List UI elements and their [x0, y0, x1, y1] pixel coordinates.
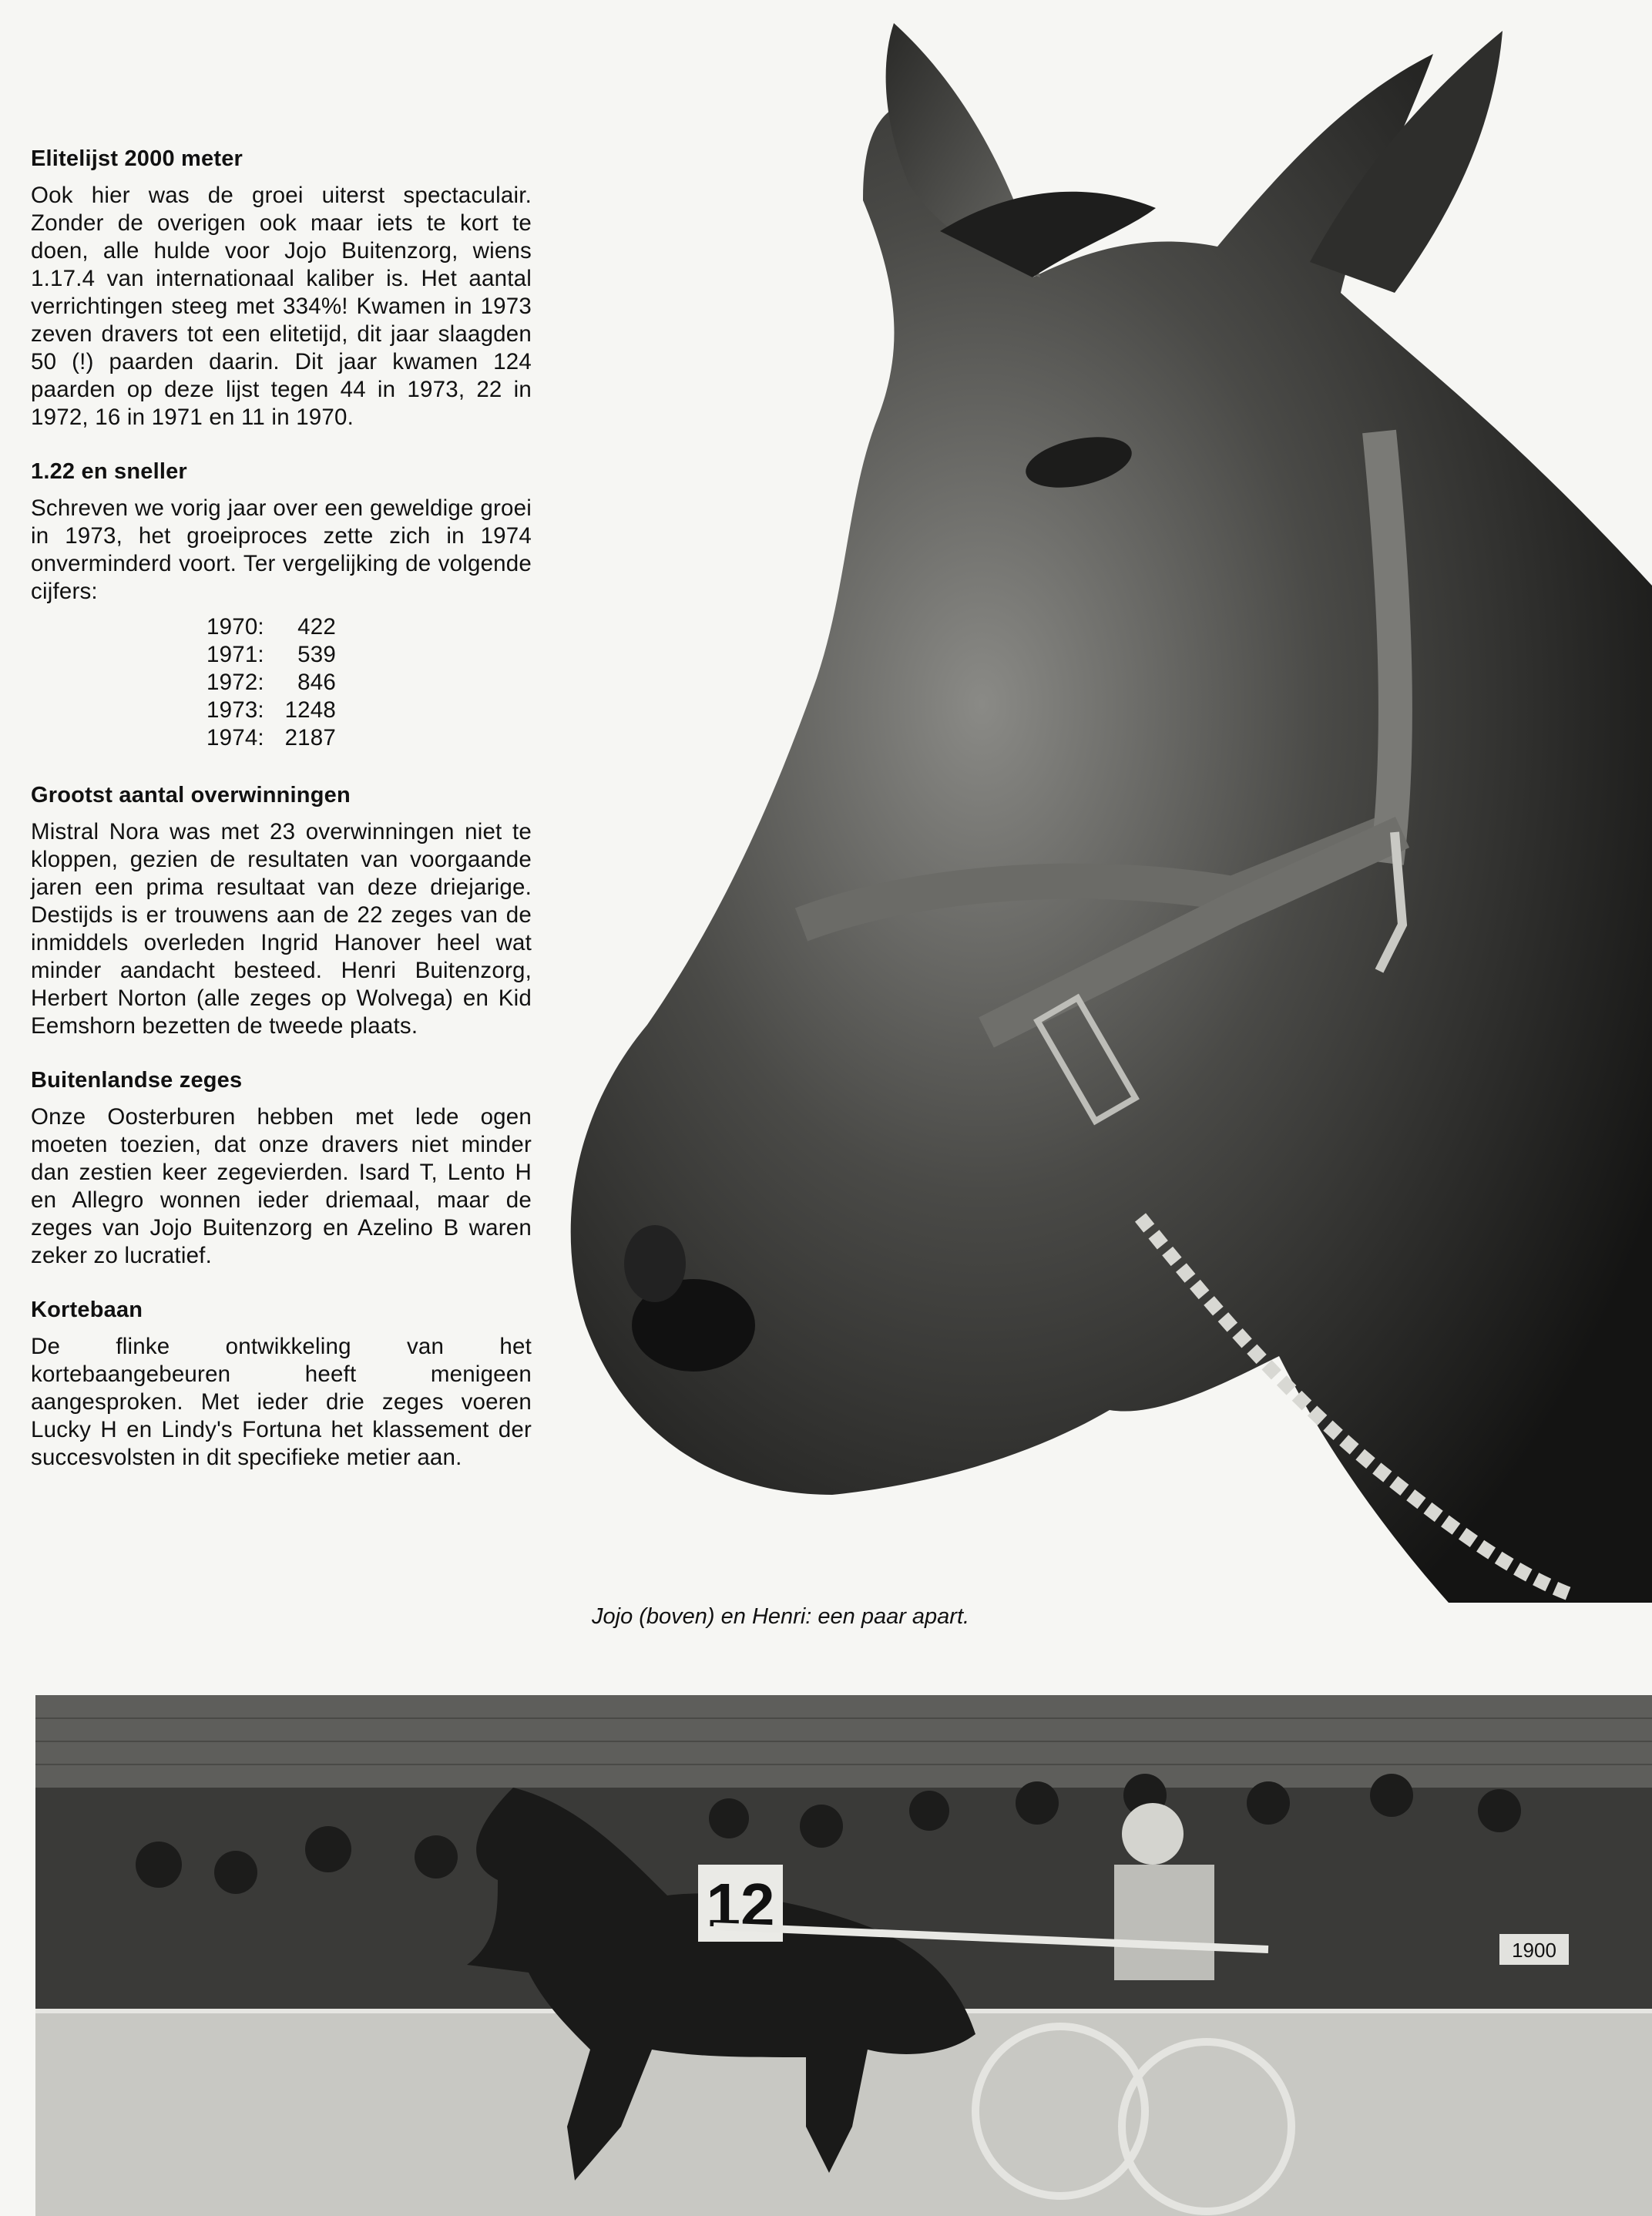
year-value: 422 [297, 614, 336, 640]
section-heading: Elitelijst 2000 meter [31, 146, 243, 171]
year-row [206, 613, 532, 641]
year: 1974: [206, 725, 264, 750]
section-text: Mistral Nora was met 23 overwinningen niet te kloppen, gezien de resultaten van voorgaande jaren een prima resultaat van deze driejarige. Destijds is er trouwens aan de 22 zeges van de inmiddels overleden Ingrid Hanover heel wat minder aandacht besteed. Henri Buitenzorg, Herbert Norton (alle zeges op Wolvega) en Kid Eemshorn bezetten de tweede plaats. [31, 819, 532, 1039]
year-value: 1248 [284, 697, 336, 723]
year: 1972: [206, 670, 264, 695]
year-row [206, 669, 532, 697]
year: 1973: [206, 697, 264, 723]
section-text: De flinke ontwikkeling van het kortebaangebeuren heeft menigeen aangesproken. Met ieder drie zeges voeren Lucky H en Lindy's Fortuna het klassement der succesvolsten in dit specifieke metier aan. [31, 1334, 532, 1470]
year-row [206, 724, 532, 752]
section-heading: 1.22 en sneller [31, 459, 187, 484]
saddle-number: 12 [706, 1871, 775, 1939]
article-column [31, 145, 532, 1498]
year: 1971: [206, 642, 264, 667]
trotter-race-photo [35, 1695, 1652, 2216]
post-sign: 1900 [1512, 1939, 1556, 1962]
section-text: Ook hier was de groei uiterst spectaculair. Zonder de overigen ook maar iets te kort te doen, alle hulde voor Jojo Buitenzorg, wiens 1.17.4 van internationaal kaliber is. Het aantal verrichtingen steeg met 334%! Kwamen in 1973 zeven dravers tot een elitetijd, dit jaar slaagden 50 (!) paarden daarin. Dit jaar kwamen 124 paarden op deze lijst tegen 44 in 1973, 22 in 1972, 16 in 1971 en 11 in 1970. [31, 183, 532, 430]
section-heading: Kortebaan [31, 1298, 143, 1322]
section-text: Onze Oosterburen hebben met lede ogen moeten toezien, dat onze dravers niet minder dan zestien keer zegevierden. Isard T, Lento H en Allegro wonnen ieder driemaal, maar de zeges van Jojo Buitenzorg en Azelino B waren zeker zo lucratief. [31, 1104, 532, 1268]
year: 1970: [206, 614, 264, 640]
section-heading: Buitenlandse zeges [31, 1068, 243, 1093]
section-heading: Grootst aantal overwinningen [31, 783, 351, 807]
year-row [206, 697, 532, 724]
photo-caption: Jojo (boven) en Henri: een paar apart. [592, 1604, 970, 1629]
section-text: Schreven we vorig jaar over een geweldige groei in 1973, het groeiproces zette zich in 1974 onverminderd voort. Ter vergelijking de volgende cijfers: [31, 495, 532, 604]
year-table [206, 613, 532, 752]
year-row [206, 641, 532, 669]
horse-head-photo [539, 0, 1652, 1603]
year-value: 539 [297, 642, 336, 667]
year-value: 2187 [284, 725, 336, 750]
year-value: 846 [297, 670, 336, 695]
